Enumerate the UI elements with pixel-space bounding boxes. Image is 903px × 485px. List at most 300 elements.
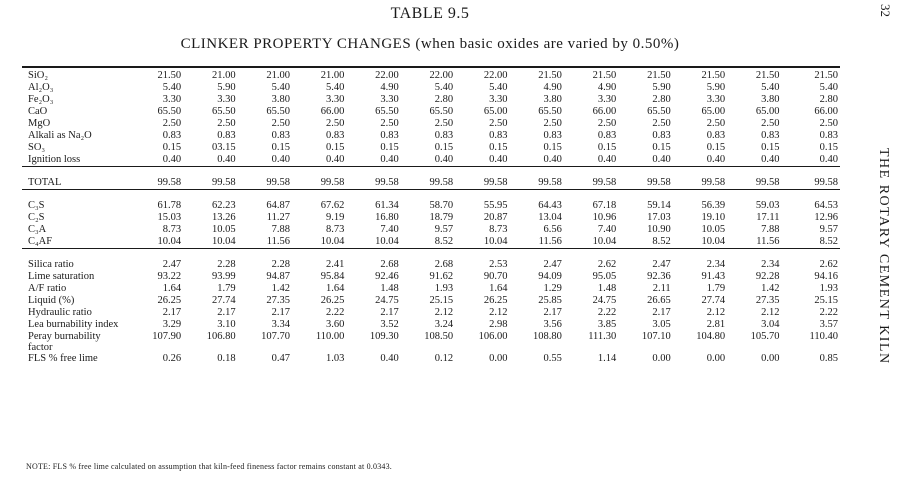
table-cell: 1.48 (380, 283, 399, 294)
table-cell: 7.40 (597, 224, 617, 235)
table-cell: 21.50 (647, 70, 671, 81)
table-cell: 27.74 (211, 295, 236, 306)
table-cell: 0.83 (162, 130, 182, 141)
table-cell: 0.15 (652, 142, 671, 153)
table-cell: 10.04 (483, 236, 508, 247)
table-cell: 10.90 (647, 224, 671, 235)
table-cell: 2.50 (162, 118, 182, 129)
table-cell: 2.53 (489, 259, 508, 270)
row-label: CaO (28, 106, 48, 117)
table-cell: 65.50 (266, 106, 290, 117)
table-cell: 0.15 (271, 142, 290, 153)
table-label: TABLE 9.5 (390, 5, 470, 22)
table-cell: 93.99 (211, 271, 236, 282)
table-cell: 5.40 (761, 82, 780, 93)
table-cell: 104.80 (696, 331, 726, 342)
table-cell: 3.34 (271, 319, 290, 330)
table-cell: 0.40 (217, 154, 236, 165)
table-cell: 22.00 (429, 70, 454, 81)
table-cell: 0.83 (597, 130, 617, 141)
table-cell: 3.80 (761, 94, 780, 105)
table-cell: 5.90 (652, 82, 671, 93)
table-cell: 108.80 (533, 331, 562, 342)
table-cell: 10.04 (320, 236, 345, 247)
table-cell: 1.03 (325, 353, 345, 364)
table-cell: 25.85 (538, 295, 562, 306)
table-cell: 61.34 (375, 200, 399, 211)
table-row (22, 259, 840, 271)
table-cell: 21.50 (538, 70, 562, 81)
table-cell: 0.83 (652, 130, 671, 141)
table-row (22, 319, 840, 331)
table-cell: 5.90 (706, 82, 726, 93)
table-cell: 2.17 (380, 307, 399, 318)
table-cell: 2.22 (597, 307, 617, 318)
table-cell: 26.25 (320, 295, 345, 306)
table-cell: 2.68 (380, 259, 399, 270)
table-cell: 99.58 (429, 177, 454, 188)
row-label: SiO₂ (28, 70, 49, 81)
table-cell: 2.17 (271, 307, 290, 318)
table-cell: 99.58 (483, 177, 508, 188)
table-cell: 2.12 (706, 307, 726, 318)
table-cell: 25.15 (814, 295, 838, 306)
table-row (22, 200, 840, 212)
row-label: Silica ratio (28, 259, 74, 270)
table-cell: 99.58 (755, 177, 780, 188)
table-row (22, 154, 840, 167)
table-cell: 65.50 (647, 106, 671, 117)
table-cell: 64.87 (266, 200, 290, 211)
table-cell: 0.40 (162, 154, 182, 165)
separator-row (22, 190, 840, 201)
table-cell: 5.40 (819, 82, 838, 93)
table-cell: 0.40 (434, 154, 454, 165)
table-cell: 8.73 (325, 224, 345, 235)
table-cell: 106.80 (206, 331, 236, 342)
table-cell: 65.00 (701, 106, 726, 117)
table-cell: 108.50 (424, 331, 454, 342)
table-cell: 65.00 (755, 106, 780, 117)
table-row (22, 307, 840, 319)
table-cell: 1.29 (543, 283, 562, 294)
table-row (22, 82, 840, 94)
row-label: Ignition loss (28, 154, 81, 165)
table-cell: 5.40 (162, 82, 182, 93)
table-row (22, 295, 840, 307)
table-cell: 2.22 (819, 307, 838, 318)
table-cell: 59.03 (755, 200, 780, 211)
table-cell: 26.25 (157, 295, 182, 306)
table-cell: 10.05 (701, 224, 726, 235)
table-cell: 93.22 (157, 271, 182, 282)
table-cell: 13.04 (538, 212, 562, 223)
separator-row (22, 167, 840, 178)
table-cell: 2.50 (761, 118, 780, 129)
table-cell: 10.04 (211, 236, 236, 247)
table-cell: 0.40 (543, 154, 562, 165)
table-cell: 0.00 (761, 353, 780, 364)
table-cell: 94.87 (266, 271, 290, 282)
table-cell: 0.40 (597, 154, 617, 165)
table-cell: 1.64 (162, 283, 182, 294)
row-label: FLS % free lime (28, 353, 98, 364)
table-cell: 99.58 (320, 177, 345, 188)
table-cell: 2.80 (819, 94, 838, 105)
table-row (22, 271, 840, 283)
table-cell: 2.80 (434, 94, 454, 105)
table-cell: 21.50 (814, 70, 838, 81)
table-cell: 58.70 (429, 200, 454, 211)
row-label: Alkali as Na₂O (28, 130, 92, 141)
table-cell: 56.39 (701, 200, 726, 211)
row-label: Lea burnability index (28, 319, 119, 330)
table-cell: 2.28 (217, 259, 236, 270)
table-cell: 64.43 (538, 200, 562, 211)
table-cell: 91.62 (429, 271, 454, 282)
table-cell: 2.50 (597, 118, 617, 129)
table-cell: 110.00 (315, 331, 345, 342)
table-row (22, 118, 840, 130)
table-cell: 21.50 (755, 70, 780, 81)
table-cell: 26.65 (647, 295, 671, 306)
table-cell: 0.40 (380, 353, 399, 364)
table-cell: 10.05 (211, 224, 236, 235)
table-cell: 2.12 (434, 307, 454, 318)
row-label: Lime saturation (28, 271, 95, 282)
table-cell: 03.15 (211, 142, 236, 153)
clinker-property-table (22, 70, 840, 365)
row-label: Hydraulic ratio (28, 307, 92, 318)
table-cell: 0.15 (162, 142, 182, 153)
page-number: 32 (878, 4, 893, 17)
table-cell: 2.34 (706, 259, 726, 270)
table-cell: 110.40 (809, 331, 838, 342)
table-cell: 61.78 (157, 200, 182, 211)
table-cell: 4.90 (597, 82, 617, 93)
table-cell: 99.58 (266, 177, 290, 188)
table-cell: 62.23 (211, 200, 236, 211)
table-cell: 17.11 (756, 212, 780, 223)
table-cell: 0.47 (271, 353, 290, 364)
table-cell: 99.58 (375, 177, 399, 188)
table-cell: 107.90 (152, 331, 182, 342)
row-label: Al₂O₃ (28, 82, 54, 93)
row-label: C₂S (28, 212, 45, 223)
table-cell: 2.50 (325, 118, 345, 129)
table-cell: 1.42 (761, 283, 780, 294)
table-row (22, 331, 840, 353)
table-cell: 111.30 (588, 331, 617, 342)
table-row (22, 106, 840, 118)
table-cell: 10.04 (157, 236, 182, 247)
table-cell: 21.50 (157, 70, 182, 81)
table-cell: 20.87 (483, 212, 508, 223)
table-cell: 2.47 (652, 259, 671, 270)
table-cell: 0.83 (271, 130, 290, 141)
table-cell: 17.03 (647, 212, 671, 223)
table-cell: 0.83 (434, 130, 454, 141)
table-cell: 94.16 (814, 271, 838, 282)
table-cell: 94.09 (538, 271, 562, 282)
table-cell: 11.56 (538, 236, 562, 247)
row-label: MgO (28, 118, 51, 129)
table-cell: 2.28 (271, 259, 290, 270)
table-cell: 21.00 (211, 70, 236, 81)
table-cell: 21.00 (266, 70, 290, 81)
table-cell: 91.43 (701, 271, 726, 282)
table-cell: 1.14 (597, 353, 617, 364)
table-cell: 105.70 (750, 331, 780, 342)
table-cell: 99.58 (538, 177, 562, 188)
table-cell: 99.58 (157, 177, 182, 188)
table-cell: 0.15 (380, 142, 399, 153)
table-cell: 22.00 (375, 70, 399, 81)
table-cell: 1.64 (325, 283, 345, 294)
table-cell: 3.85 (597, 319, 617, 330)
table-cell: 0.15 (819, 142, 838, 153)
table-cell: 66.00 (592, 106, 617, 117)
table-note: NOTE: FLS % free lime calculated on assumption that kiln-feed fineness factor remains constant at 0.0343. (26, 462, 393, 471)
table-cell: 0.12 (434, 353, 454, 364)
table-cell: 99.58 (647, 177, 671, 188)
table-cell: 10.96 (592, 212, 617, 223)
row-label: C₃A (28, 224, 47, 235)
table-cell: 0.83 (543, 130, 562, 141)
table-cell: 106.00 (478, 331, 508, 342)
table-cell: 3.04 (761, 319, 780, 330)
table-cell: 2.81 (706, 319, 726, 330)
table-cell: 0.26 (162, 353, 182, 364)
table-cell: 3.10 (217, 319, 236, 330)
table-cell: 2.50 (543, 118, 562, 129)
table-cell: 9.19 (325, 212, 345, 223)
table-cell: 3.30 (325, 94, 345, 105)
table-cell: 0.18 (217, 353, 236, 364)
separator-row (22, 249, 840, 260)
table-cell: 8.52 (434, 236, 454, 247)
row-label: C₄AF (28, 236, 53, 247)
table-cell: 2.17 (217, 307, 236, 318)
table-cell: 24.75 (592, 295, 617, 306)
table-cell: 0.55 (543, 353, 562, 364)
row-label: Peray burnability factor (28, 331, 101, 353)
table-cell: 27.74 (701, 295, 726, 306)
table-cell: 2.17 (543, 307, 562, 318)
row-label: Liquid (%) (28, 295, 75, 306)
table-cell: 0.83 (489, 130, 508, 141)
table-cell: 99.58 (592, 177, 617, 188)
table-cell: 3.29 (162, 319, 182, 330)
table-cell: 107.70 (261, 331, 290, 342)
table-cell: 2.17 (162, 307, 182, 318)
table-cell: 66.00 (320, 106, 345, 117)
table-cell: 67.62 (320, 200, 345, 211)
table-cell: 6.56 (543, 224, 562, 235)
row-label: A/F ratio (28, 283, 67, 294)
table-cell: 21.00 (320, 70, 345, 81)
table-cell: 3.24 (434, 319, 454, 330)
table-cell: 65.50 (538, 106, 562, 117)
table-cell: 24.75 (375, 295, 399, 306)
table-row (22, 130, 840, 142)
table-cell: 3.05 (652, 319, 671, 330)
table-cell: 3.30 (706, 94, 726, 105)
table-cell: 0.40 (652, 154, 671, 165)
table-cell: 0.85 (819, 353, 838, 364)
table-cell: 2.50 (434, 118, 454, 129)
table-cell: 3.30 (162, 94, 182, 105)
table-cell: 2.62 (597, 259, 617, 270)
table-cell: 1.79 (217, 283, 236, 294)
table-cell: 5.40 (325, 82, 345, 93)
table-row (22, 70, 840, 82)
table-cell: 3.30 (489, 94, 508, 105)
table-cell: 27.35 (755, 295, 780, 306)
table-cell: 5.40 (489, 82, 508, 93)
table-cell: 5.90 (217, 82, 236, 93)
table-cell: 2.62 (819, 259, 838, 270)
table-cell: 0.40 (819, 154, 838, 165)
table-row (22, 142, 840, 154)
table-cell: 0.15 (434, 142, 454, 153)
table-body (22, 70, 840, 365)
table-cell: 2.12 (761, 307, 780, 318)
table-cell: 10.04 (592, 236, 617, 247)
table-cell: 9.57 (819, 224, 838, 235)
table-cell: 92.28 (755, 271, 780, 282)
table-row (22, 236, 840, 249)
table-cell: 4.90 (380, 82, 399, 93)
table-cell: 0.00 (489, 353, 508, 364)
table-cell: 0.40 (489, 154, 508, 165)
table-cell: 3.30 (597, 94, 617, 105)
table-cell: 0.15 (761, 142, 780, 153)
table-cell: 0.15 (543, 142, 562, 153)
table-cell: 2.17 (652, 307, 671, 318)
table-cell: 0.00 (652, 353, 671, 364)
table-cell: 25.15 (429, 295, 454, 306)
table-cell: 2.80 (652, 94, 671, 105)
table-cell: 7.40 (380, 224, 399, 235)
table-cell: 55.95 (483, 200, 508, 211)
table-cell: 1.93 (434, 283, 454, 294)
table-cell: 1.79 (706, 283, 726, 294)
table-cell: 0.40 (325, 154, 345, 165)
table-cell: 19.10 (701, 212, 726, 223)
table-cell: 95.05 (592, 271, 617, 282)
table-cell: 2.12 (489, 307, 508, 318)
table-cell: 1.64 (489, 283, 508, 294)
table-cell: 1.48 (597, 283, 617, 294)
table-cell: 21.50 (701, 70, 726, 81)
table-cell: 0.40 (380, 154, 399, 165)
table-cell: 66.00 (814, 106, 838, 117)
table-cell: 7.88 (761, 224, 780, 235)
table-cell: 0.15 (325, 142, 345, 153)
table-cell: 5.40 (271, 82, 290, 93)
table-cell: 92.36 (647, 271, 671, 282)
table-cell: 2.22 (325, 307, 345, 318)
table-cell: 0.40 (761, 154, 780, 165)
table-cell: 3.80 (271, 94, 290, 105)
table-cell: 4.90 (543, 82, 562, 93)
table-cell: 9.57 (434, 224, 454, 235)
table-cell: 2.47 (162, 259, 182, 270)
table-title: CLINKER PROPERTY CHANGES (when basic oxides are varied by 0.50%) (180, 36, 680, 52)
table-cell: 3.52 (380, 319, 399, 330)
table-cell: 0.83 (217, 130, 236, 141)
table-cell: 11.56 (266, 236, 290, 247)
table-cell: 0.40 (271, 154, 290, 165)
table-cell: 2.50 (489, 118, 508, 129)
table-cell: 0.40 (706, 154, 726, 165)
table-cell: 15.03 (157, 212, 182, 223)
table-cell: 109.30 (369, 331, 399, 342)
table-row (22, 177, 840, 190)
table-cell: 1.93 (819, 283, 838, 294)
table-cell: 65.50 (375, 106, 399, 117)
table-cell: 7.88 (271, 224, 290, 235)
table-cell: 2.50 (380, 118, 399, 129)
table-row (22, 353, 840, 365)
table-cell: 59.14 (647, 200, 671, 211)
table-cell: 12.96 (814, 212, 838, 223)
table-cell: 10.04 (701, 236, 726, 247)
table-row (22, 212, 840, 224)
table-cell: 2.41 (325, 259, 345, 270)
table-cell: 2.68 (434, 259, 454, 270)
row-label: TOTAL (28, 177, 62, 188)
table-cell: 21.50 (592, 70, 617, 81)
table-cell: 0.83 (761, 130, 780, 141)
row-label: SO₃ (28, 142, 46, 153)
table-cell: 2.50 (652, 118, 671, 129)
table-cell: 0.15 (489, 142, 508, 153)
table-row (22, 94, 840, 106)
table-cell: 90.70 (483, 271, 508, 282)
table-cell: 2.34 (761, 259, 780, 270)
top-rule (22, 66, 840, 68)
table-cell: 3.30 (380, 94, 399, 105)
table-cell: 0.15 (597, 142, 617, 153)
table-cell: 0.83 (706, 130, 726, 141)
row-label: Fe₂O₃ (28, 94, 54, 105)
table-cell: 3.60 (325, 319, 345, 330)
table-cell: 2.50 (706, 118, 726, 129)
table-cell: 0.00 (706, 353, 726, 364)
table-cell: 65.50 (157, 106, 182, 117)
running-head: THE ROTARY CEMENT KILN (876, 148, 891, 365)
table-cell: 2.11 (652, 283, 671, 294)
table-cell: 5.40 (434, 82, 454, 93)
table-cell: 95.84 (320, 271, 345, 282)
table-cell: 1.42 (271, 283, 290, 294)
table-cell: 107.10 (641, 331, 671, 342)
table-cell: 11.56 (756, 236, 780, 247)
table-cell: 27.35 (266, 295, 290, 306)
table-cell: 2.98 (489, 319, 508, 330)
table-cell: 16.80 (375, 212, 399, 223)
table-cell: 99.58 (701, 177, 726, 188)
table-cell: 18.79 (429, 212, 454, 223)
table-cell: 13.26 (211, 212, 236, 223)
table-cell: 67.18 (592, 200, 617, 211)
table-cell: 11.27 (266, 212, 290, 223)
table-cell: 3.80 (543, 94, 562, 105)
table-cell: 64.53 (814, 200, 838, 211)
table-cell: 3.56 (543, 319, 562, 330)
